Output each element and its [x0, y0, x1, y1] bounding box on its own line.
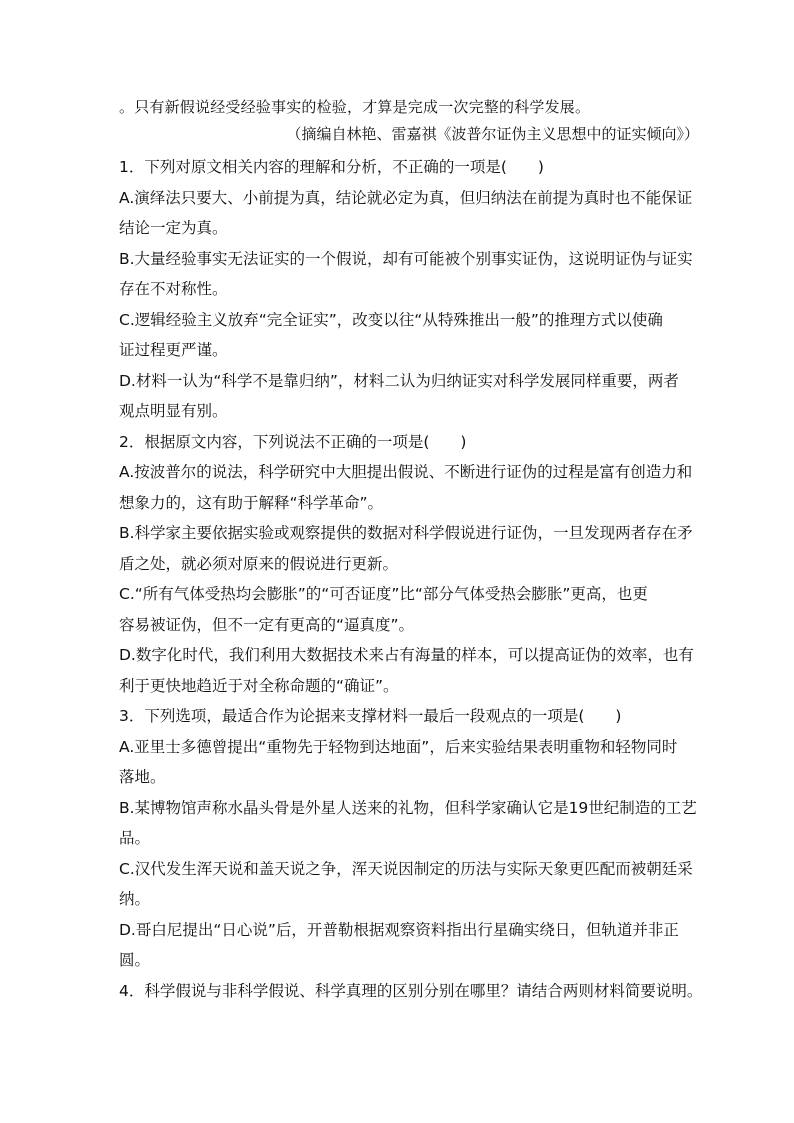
option-line: 结论一定为真。	[119, 219, 228, 237]
option-c	[119, 854, 699, 915]
option-line: 利于更快地趋近于对全称命题的“确证”。	[119, 676, 399, 695]
option-line: 品。	[119, 829, 151, 847]
option-line: C.汉代发生浑天说和盖天说之争，浑天说因制定的历法与实际天象更匹配而被朝廷采	[119, 859, 693, 878]
document-content	[119, 94, 703, 1006]
option-c	[119, 579, 699, 640]
question-3	[119, 701, 699, 976]
intro-text: 。只有新假说经受经验事实的检验，才算是完成一次完整的科学发展。	[119, 98, 591, 116]
source-citation: （摘编自林艳、雷嘉祺《波普尔证伪主义思想中的证实倾向》）	[286, 125, 699, 143]
option-b	[119, 244, 699, 305]
option-line: A.按波普尔的说法，科学研究中大胆提出假说、不断进行证伪的过程是富有创造力和	[119, 463, 693, 481]
option-b	[119, 518, 699, 579]
option-line: 观点明显有别。	[119, 402, 228, 420]
question-stem: 4．科学假说与非科学假说、科学真理的区别分别在哪里？请结合两则材料简要说明。	[119, 981, 703, 1000]
option-line: 存在不对称性。	[119, 280, 228, 298]
option-d	[119, 915, 699, 976]
option-c	[119, 305, 699, 366]
option-d	[119, 366, 699, 427]
option-line: D.数字化时代，我们利用大数据技术来占有海量的样本，可以提高证伪的效率，也有	[119, 646, 694, 664]
option-line: 盾之处，就必须对原来的假说进行更新。	[119, 554, 399, 573]
option-b	[119, 793, 699, 854]
option-line: B.某博物馆声称水晶头骨是外星人送来的礼物，但科学家确认它是19世纪制造的工艺	[119, 798, 697, 817]
option-line: 容易被证伪，但不一定有更高的“逼真度”。	[119, 615, 415, 634]
question-4	[119, 976, 703, 1007]
option-line: B.大量经验事实无法证实的一个假说，却有可能被个别事实证伪，这说明证伪与证实	[119, 249, 693, 268]
question-1	[119, 152, 699, 427]
option-line: 纳。	[119, 890, 151, 908]
option-line: D.哥白尼提出“日心说”后，开普勒根据观察资料指出行星确实绕日，但轨道并非正	[119, 920, 679, 939]
option-a	[119, 183, 699, 244]
question-2	[119, 427, 699, 702]
question-stem: 3．下列选项，最适合作为论据来支撑材料一最后一段观点的一项是( )	[119, 707, 622, 725]
option-line: C.逻辑经验主义放弃“完全证实”，改变以往“从特殊推出一般”的推理方式以使确	[119, 310, 663, 329]
option-line: B.科学家主要依据实验或观察提供的数据对科学假说进行证伪，一旦发现两者存在矛	[119, 524, 693, 542]
question-stem: 1．下列对原文相关内容的理解和分析，不正确的一项是( )	[119, 158, 544, 176]
option-line: D.材料一认为“科学不是靠归纳”，材料二认为归纳证实对科学发展同样重要，两者	[119, 371, 679, 390]
option-d	[119, 640, 699, 701]
option-a	[119, 732, 699, 793]
option-line: A.亚里士多德曾提出“重物先于轻物到达地面”，后来实验结果表明重物和轻物同时	[119, 737, 678, 756]
option-a	[119, 457, 699, 518]
question-stem: 2．根据原文内容，下列说法不正确的一项是( )	[119, 432, 467, 451]
option-line: 落地。	[119, 768, 166, 786]
option-line: 想象力的，这有助于解释“科学革命”。	[119, 493, 384, 512]
option-line: 圆。	[119, 951, 151, 969]
option-line: A.演绎法只要大、小前提为真，结论就必定为真，但归纳法在前提为真时也不能保证	[119, 188, 693, 207]
option-line: 证过程更严谨。	[119, 341, 228, 359]
option-line: C.“所有气体受热均会膨胀”的“可否证度”比“部分气体受热会膨胀”更高，也更	[119, 585, 648, 603]
